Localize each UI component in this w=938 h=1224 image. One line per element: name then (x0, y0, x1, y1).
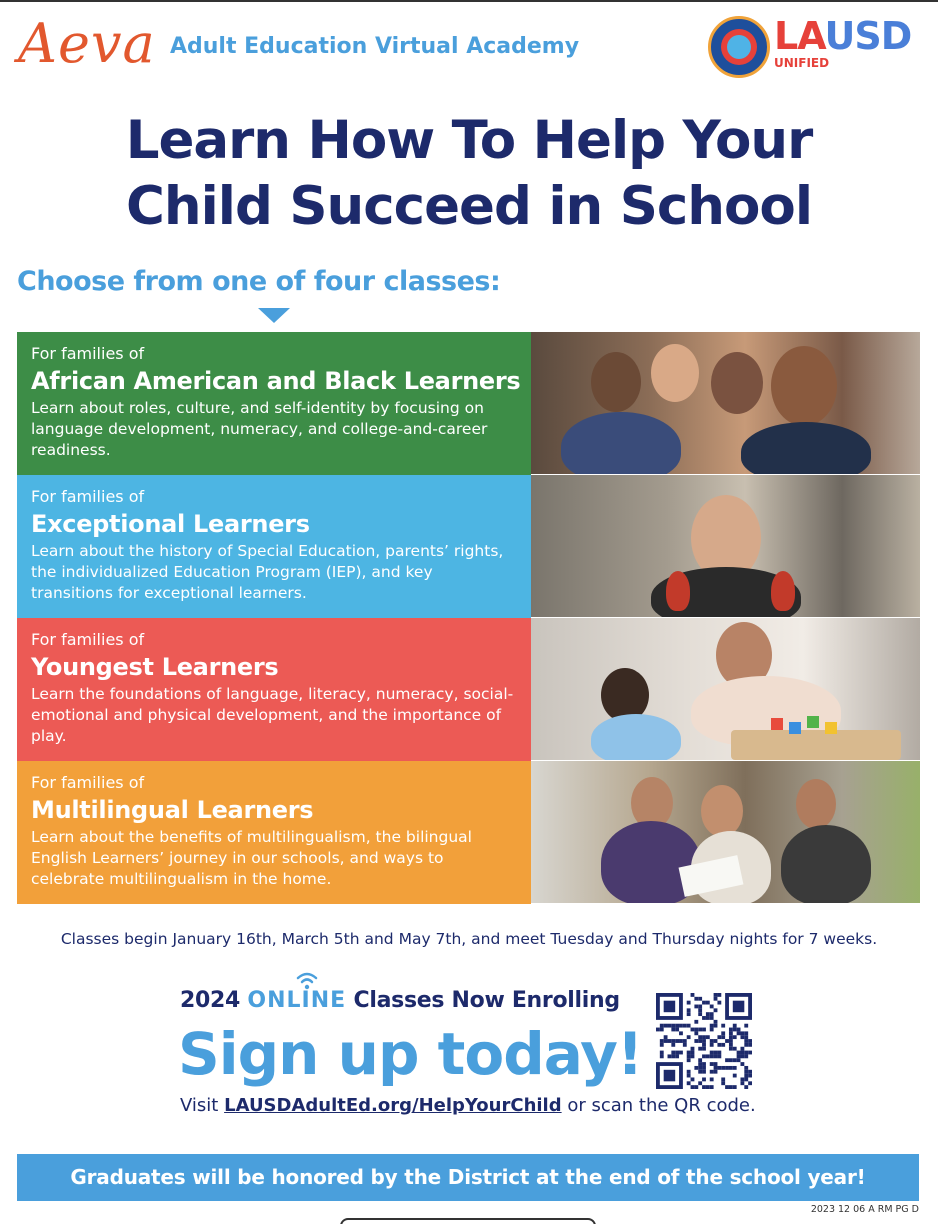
title-line-2: Child Succeed in School (125, 176, 813, 237)
arrow-down-icon (258, 308, 290, 323)
class-name: African American and Black Learners (31, 367, 521, 395)
class-list (17, 332, 920, 904)
class-description: Learn about the history of Special Education, parents’ rights, the individualized Education Program (IEP), and key transitions for exceptional learners. (31, 542, 504, 602)
top-border (0, 0, 938, 2)
class-name: Youngest Learners (31, 653, 279, 681)
class-description: Learn the foundations of language, literacy, numeracy, social-emotional and physical development, and the importance of play. (31, 685, 514, 745)
class-card-african-american (17, 332, 920, 475)
document-code: 2023 12 06 A RM PG D (810, 1204, 919, 1215)
schedule-text: Classes begin January 16th, March 5th and May 7th, and meet Tuesday and Thursday nights for 7 weeks. (60, 930, 878, 948)
parent-child-play-photo (531, 618, 920, 760)
class-panel (17, 618, 531, 761)
bottom-edge (340, 1218, 596, 1224)
class-description: Learn about roles, culture, and self-identity by focusing on language development, numeracy, and college-and-career readiness. (31, 399, 488, 459)
class-panel (17, 761, 531, 904)
class-card-exceptional (17, 475, 920, 618)
students-photo (531, 332, 920, 474)
class-panel (17, 332, 531, 475)
class-name: Multilingual Learners (31, 796, 314, 824)
academy-name: Adult Education Virtual Academy (170, 34, 580, 59)
qr-code-icon[interactable] (656, 993, 752, 1089)
signup-headline: Sign up today! (178, 1020, 643, 1088)
student-hallway-photo (531, 475, 920, 617)
class-description: Learn about the benefits of multilingualism, the bilingual English Learners’ journey in our schools, and ways to celebrate multilingualism in the home. (31, 828, 472, 888)
students-reading-photo (531, 761, 920, 903)
for-families-label: For families of (31, 487, 145, 506)
page-title (0, 108, 938, 240)
lausd-wordmark: LAUSD (774, 14, 912, 58)
for-families-label: For families of (31, 773, 145, 792)
choose-label: Choose from one of four classes: (17, 266, 501, 297)
enroll-link[interactable]: LAUSDAdultEd.org/HelpYourChild (224, 1095, 562, 1116)
graduation-banner: Graduates will be honored by the District at the end of the school year! (17, 1154, 919, 1201)
class-card-multilingual (17, 761, 920, 904)
class-panel (17, 475, 531, 618)
class-card-youngest (17, 618, 920, 761)
lausd-subtitle: UNIFIED (774, 56, 830, 70)
enrolling-headline: 2024 ONLINE Classes Now Enrolling (180, 988, 620, 1013)
online-label: ONLINE (247, 988, 347, 1013)
lausd-logo (708, 16, 920, 78)
lausd-seal-icon (708, 16, 770, 78)
title-line-1: Learn How To Help Your (125, 110, 813, 171)
header (18, 12, 920, 82)
aeva-logo: Aeva (18, 12, 156, 75)
class-name: Exceptional Learners (31, 510, 310, 538)
for-families-label: For families of (31, 344, 145, 363)
for-families-label: For families of (31, 630, 145, 649)
visit-line: Visit LAUSDAdultEd.org/HelpYourChild or scan the QR code. (180, 1095, 756, 1116)
wifi-icon (296, 970, 318, 990)
